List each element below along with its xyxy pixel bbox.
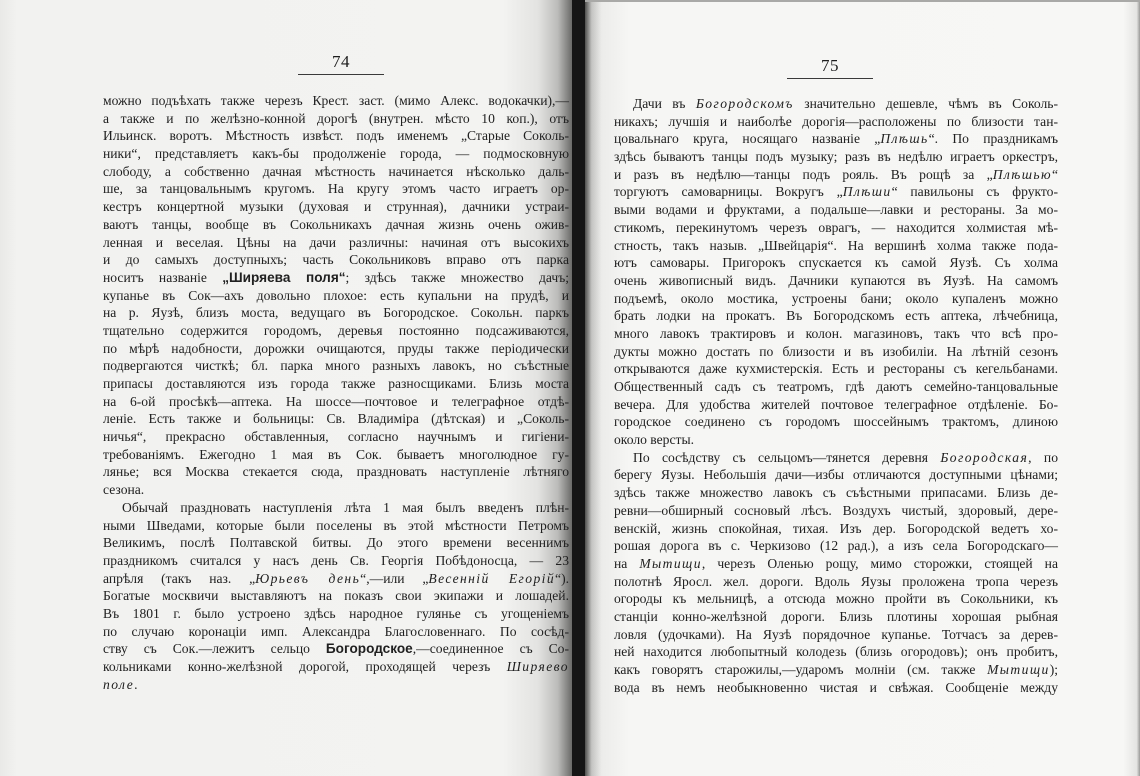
line-content [103,587,569,605]
line-content [103,658,569,676]
text-run: какъ говорятъ старожилы,—ударомъ молніи (см. также [614,662,988,677]
spaced-italic-run: Юрьевъ день [255,570,361,586]
line-content [103,605,569,623]
line-content [614,237,1058,255]
text-run: ); [1049,662,1058,677]
line-content [614,537,1058,555]
text-line [614,148,1058,166]
text-run: , по [1028,449,1058,465]
text-run: тщательно содержится городомъ, деревья постоянно подсаживаются, [103,322,569,338]
text-run: очень живописный видъ. Дачники купаются въ Яузѣ. На самомъ [614,272,1058,288]
text-line [614,378,1058,396]
text-run: праздникомъ считался у насъ день Св. Георгія Побѣдоносца, — 23 [103,552,569,568]
text-run: ловля (удочками). На Яузѣ порядочное купанье. Тотчасъ за дерев- [614,626,1058,642]
line-content [614,113,1058,131]
text-line [614,201,1058,219]
line-content [614,148,1058,166]
text-run: по мѣрѣ надобности, дорожки очищаются, пруды также періодически [103,340,569,356]
text-run: открываются даже кухмистерскія. Есть и рестораны съ кегельбанами. [614,361,1058,377]
text-line [103,127,569,145]
text-line [103,640,569,658]
line-content [614,502,1058,520]
text-run: здѣсь также множество лавокъ съ съѣстными припасами. Близь де- [614,485,1058,501]
page-number-rule [787,78,873,79]
text-run: ству съ Сок.—лежитъ сельцо [103,641,326,657]
line-content [103,145,569,163]
text-line [614,290,1058,308]
text-line [614,272,1058,290]
bold-run: Богородское [325,641,413,657]
text-run: значительно дешевле, чѣмъ въ Соколь- [793,96,1059,111]
text-line [103,180,569,198]
text-run: дукты можно достать по близости и въ изобиліи. На лѣтній сезонъ [614,343,1058,359]
text-run: кольниками конно-желѣзной дорогой, проходящей черезъ [103,659,507,674]
line-content [103,481,144,499]
text-line [614,396,1058,414]
text-line [103,322,569,340]
text-line [614,413,1058,431]
line-content [614,272,1058,290]
text-run: Богатые москвичи выставляютъ на показъ свои экипажи и лошадей. [103,588,569,604]
text-run: торгуютъ самоварницы. Вокругъ „ [614,184,843,200]
text-line [103,481,569,499]
text-run: Ильинск. воротъ. Мѣстность извѣст. подъ именемъ „Старые Соколь- [103,128,569,144]
text-run: брать лодки на прокатъ. Въ Богородскомъ есть аптека, лѣчебница, [614,308,1058,324]
spaced-italic-run: Богородская [940,449,1029,465]
text-run: здѣсь бываютъ танцы подъ музыку; разъ въ недѣлю играетъ оркестръ, [614,149,1058,165]
line-content [614,573,1058,591]
spaced-italic-run: Мытищи [639,555,702,571]
line-content [103,393,569,411]
text-line [614,643,1058,661]
spaced-italic-run: поле [103,676,135,692]
text-line [103,269,569,287]
text-run: “,—или „ [360,570,429,586]
text-line [614,95,1058,113]
text-line [103,570,569,588]
line-content [103,570,569,588]
text-run: рошая дорога въ с. Черкизово (12 рад.), а изъ села Богородскаго— [614,538,1058,554]
spaced-italic-run: Плѣшь [880,131,929,147]
text-run: на р. Яузѣ, близъ моста, ведущаго въ Богородское. Сокольн. паркъ [103,305,569,321]
line-content [614,343,1058,361]
text-line [614,307,1058,325]
text-line [614,590,1058,608]
text-line [103,92,569,110]
spaced-italic-run: Мытищи [987,662,1050,677]
text-line [103,623,569,641]
text-run: . [134,676,138,692]
text-run: ленная и веселая. Цѣны на дачи различны: начиная отъ высокихъ [103,234,569,250]
line-content [103,216,569,234]
line-content [614,183,1058,201]
text-run: на [614,555,640,571]
text-line [103,393,569,411]
text-run: а также и по желѣзно-конной дорогѣ (внутрен. мѣсто 10 коп.), отъ [103,110,569,126]
text-line [103,499,569,517]
line-content [614,484,1058,502]
text-run: Обычай праздновать наступленія лѣта 1 мая былъ введенъ плѣн- [122,499,569,515]
line-content [103,428,569,446]
line-content [103,234,569,252]
text-run: огороды къ мельницѣ, а отсюда можно пройти въ Сокольники, къ [614,591,1058,607]
text-line [614,573,1058,591]
text-line [614,608,1058,626]
text-run: “ павильоны съ фрукто- [891,184,1059,200]
text-run: апрѣля (такъ наз. „ [103,570,256,586]
text-line [103,517,569,535]
text-line [103,234,569,252]
line-content [103,623,569,641]
text-run: стность, такъ назыв. „Швейцарія“. На вершинѣ холма также пода- [614,237,1058,253]
text-line [614,360,1058,378]
line-content [614,219,1058,237]
text-line [614,520,1058,538]
text-line [614,537,1058,555]
line-content [614,378,1058,396]
line-content [103,340,569,358]
text-line [614,237,1058,255]
line-content [633,449,1058,467]
text-line [614,449,1058,467]
text-line [614,219,1058,237]
text-line [614,183,1058,201]
line-content [614,679,1058,697]
text-run: леніе. Есть также и больницы: Св. Владиміра (дѣтская) и „Соколь- [103,411,569,427]
text-run: берегу Яузы. Небольшія дачи—избы отличаются доступными цѣнами; [614,467,1058,483]
text-line [103,251,569,269]
line-content [614,520,1058,538]
text-line [614,626,1058,644]
text-run: никахъ; лучшія и наиболѣе дорогія—расположены по близости тан- [614,113,1058,129]
line-content [614,661,1058,679]
text-line [103,216,569,234]
text-run: выми водами и фруктами, а подальше—лавки и рестораны. За мо- [614,202,1058,218]
text-run: “ [1051,166,1058,182]
text-run: Въ 1801 г. было устроено здѣсь народное гулянье съ угощеніемъ [103,605,569,621]
text-line [103,605,569,623]
text-run: требованіямъ. Ежегодно 1 мая въ Сок. бываетъ многолюдное гу- [103,446,569,462]
text-line [103,110,569,128]
text-line [103,287,569,305]
text-line [614,502,1058,520]
text-run: цовальнаго круга, носящаго названіе „ [614,131,881,147]
text-run: около версты. [614,432,694,448]
line-content [103,375,569,393]
spaced-italic-run: Плѣшью [992,166,1052,182]
text-run: венскій, жизнь спокойная, тихая. Изъ дер. Богородской ведетъ хо- [614,520,1058,536]
text-line [103,145,569,163]
line-content [103,251,569,269]
spaced-italic-run: Весенній Егорій [428,570,556,586]
text-line [614,130,1058,148]
text-run: полотнѣ Яросл. жел. дороги. Вдоль Яузы проложена тропа черезъ [614,573,1058,589]
line-content [614,643,1058,661]
text-run: ютъ самовары. Пригорокъ спускается къ самой Яузѣ. Съ холма [614,255,1058,271]
text-run: припасы доставляются изъ города также разносщиками. Близь моста [103,376,569,391]
text-run: сезона. [103,482,145,498]
text-run: Великимъ, послѣ Полтавской битвы. До этого времени весеннимъ [103,535,569,551]
line-content [103,322,569,340]
text-line [614,679,1058,697]
line-content [103,198,569,216]
line-content [103,410,569,428]
line-content [614,325,1058,343]
text-line [614,254,1058,272]
text-run: кестръ концертной музыки (духовая и струнная), дачники устраи- [103,199,569,215]
line-content [122,499,569,517]
text-run: “. По праздникамъ [928,131,1058,147]
line-content [103,640,569,658]
line-content [103,180,569,198]
text-line [103,587,569,605]
text-line [103,658,569,676]
line-content [103,517,569,535]
spaced-italic-run: Ширяево [506,659,569,674]
text-run: “). [555,570,570,586]
text-run: подъемѣ, около мостика, устроены бани; около купаленъ можно [614,290,1058,306]
text-run: стикомъ, перекинутомъ черезъ оврагъ, — находится холмистая мѣ- [614,219,1058,235]
page-number-rule [298,74,384,75]
left-text [103,92,569,693]
text-run: купанье въ Сок—ахъ довольно плохое: есть купальни на прудѣ, и [103,287,569,303]
book-spine [572,0,585,776]
line-content [103,552,569,570]
text-run: ревни—обширный сосновый лѣсъ. Воздухъ чистый, здоровый, дере- [614,502,1058,518]
line-content [103,163,569,181]
text-run: Общественный садъ съ театромъ, гдѣ даютъ семейно-танцовальные [614,379,1058,394]
line-content [103,92,569,110]
text-run: ше, за танцовальнымъ кругомъ. На кругу этомъ часто играетъ ор- [103,181,569,197]
text-run: и до самыхъ доступныхъ; часть Сокольниковъ вправо отъ парка [103,252,569,268]
text-line [103,446,569,464]
line-content [614,396,1058,414]
line-content [103,127,569,145]
text-run: вода въ немъ необыкновенно чистая и свѣжая. Сообщеніе между [614,679,1058,695]
text-line [103,340,569,358]
text-run: ники“, представляетъ какъ-бы продолженіе города, — подмосковную [103,146,569,162]
text-line [614,113,1058,131]
text-run: городское соединено съ городомъ шоссейнымъ трактомъ, длиною [614,414,1058,430]
text-line [103,463,569,481]
line-content [103,269,569,287]
text-line [103,375,569,393]
line-content [614,130,1058,148]
line-content [633,95,1058,113]
text-run: ; здѣсь также множество дачъ; [345,269,569,285]
text-run: лянье; вся Москва стекается сюда, праздновать наступленіе лѣтняго [103,464,569,480]
page-number: 75 [821,56,839,75]
line-content [103,110,569,128]
text-run: вечера. Для удобства жителей почтовое телеграфное отдѣленіе. Бо- [614,396,1058,412]
text-line [614,343,1058,361]
text-run: ваютъ танцы, вообще въ Сокольникахъ дачная жизнь очень ожив- [103,216,569,232]
text-run: ничья“, прекрасно обставленныя, согласно научнымъ и гигіени- [103,429,569,445]
line-content [614,466,1058,484]
text-run: и разъ въ недѣлю—танцы подъ рояль. Въ рощѣ за „ [614,166,993,182]
line-content [103,446,569,464]
text-run: станціи конно-желѣзной дороги. Близь плотины хорошая рыбная [614,608,1058,624]
text-line [103,676,569,694]
line-content [614,413,1058,431]
text-line [614,466,1058,484]
line-content [614,254,1058,272]
text-line [103,552,569,570]
line-content [614,608,1058,626]
line-content [614,590,1058,608]
line-content [614,201,1058,219]
spaced-italic-run: Плѣши [842,184,892,200]
line-content [614,290,1058,308]
right-page [585,0,1140,776]
text-run: много лавокъ трактировъ и колон. магазиновъ, такъ что всѣ про- [614,325,1058,341]
line-content [103,463,569,481]
text-run: носитъ названіе [103,269,223,285]
text-line [614,555,1058,573]
line-content [103,304,569,322]
text-run: ,—соединенное съ Со- [412,641,569,657]
text-line [103,410,569,428]
line-content [614,626,1058,644]
text-line [103,357,569,375]
line-content [614,431,694,449]
text-run: слободу, а собственно дачная мѣстность начинается нѣсколько даль- [103,163,569,179]
text-line [614,484,1058,502]
text-run: можно подъѣхать также черезъ Крест. заст. (мимо Алекс. водокачки),— [103,93,569,108]
text-line [103,534,569,552]
line-content [614,360,1058,378]
line-content [103,287,569,305]
text-run: По сосѣдству съ сельцомъ—тянется деревня [633,449,941,465]
line-content [614,307,1058,325]
right-text [614,95,1058,696]
line-content [103,676,138,694]
text-run: ней находится любопытный колодезь (близь огородовъ); онъ пробитъ, [614,644,1058,660]
text-run: Дачи въ [633,96,696,111]
text-line [614,431,1058,449]
text-line [103,198,569,216]
text-run: на 6-ой просѣкѣ—аптека. На шоссе—почтовое и телеграфное отдѣ- [103,393,569,409]
text-line [614,325,1058,343]
bold-run: „Ширяева поля“ [222,269,346,285]
text-line [103,163,569,181]
text-run: подвергаются чисткѣ; бл. парка много разныхъ лавокъ, но съѣстные [103,358,569,374]
line-content [614,555,1058,573]
text-line [103,428,569,446]
text-run: ными Шведами, которые были поселены въ этой мѣстности Петромъ [103,517,569,533]
text-line [614,661,1058,679]
spaced-italic-run: Богородскомъ [695,96,794,111]
text-run: по случаю коронаціи имп. Александра Благословеннаго. По сосѣд- [103,623,569,639]
text-line [614,166,1058,184]
text-line [103,304,569,322]
text-run: , черезъ Оленью рощу, мимо сторожки, стоящей на [701,555,1058,571]
line-content [614,166,1058,184]
line-content [103,357,569,375]
line-content [103,534,569,552]
page-number: 74 [332,52,350,71]
